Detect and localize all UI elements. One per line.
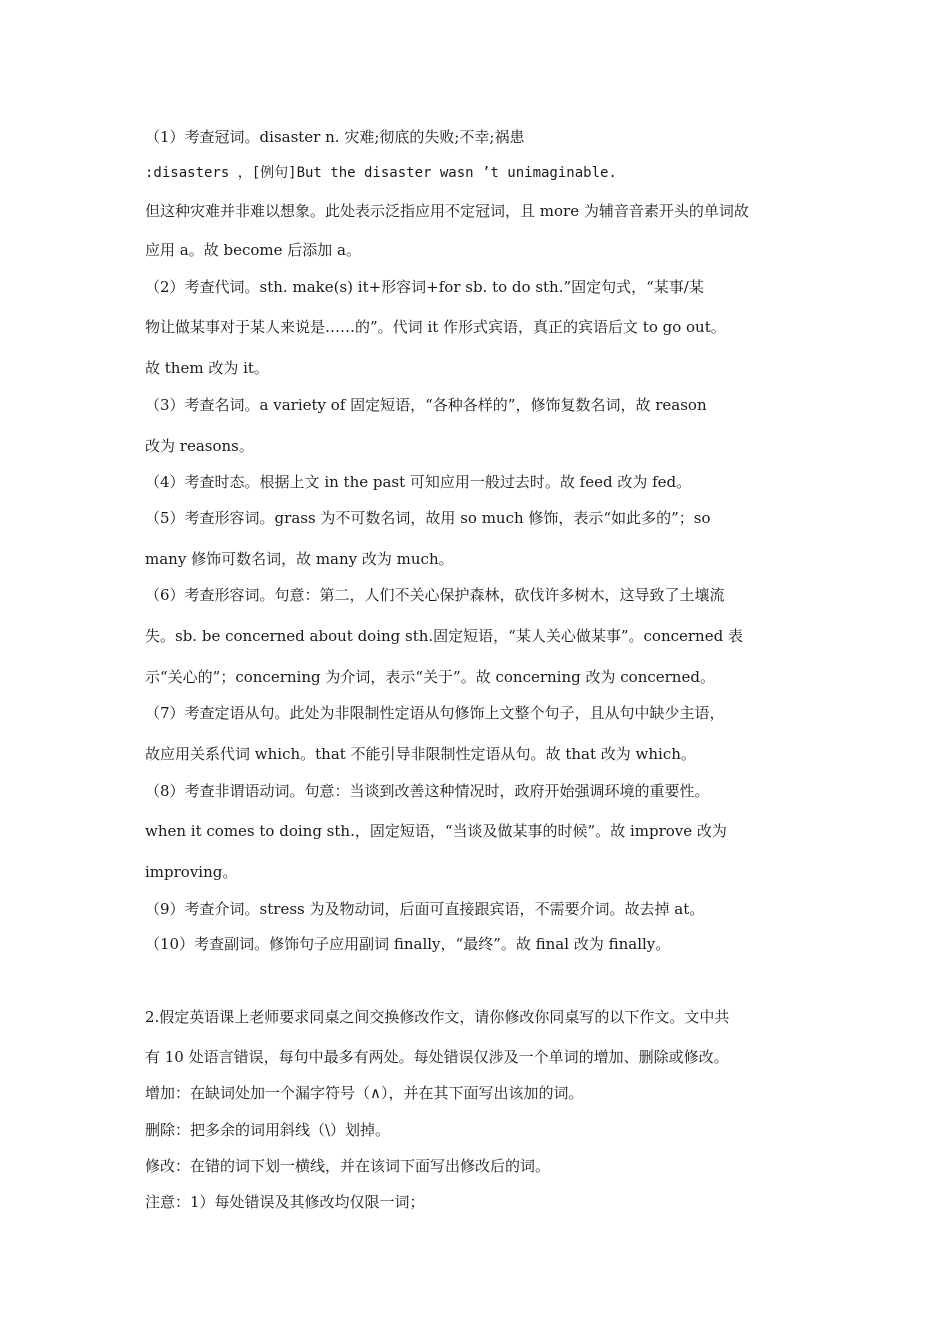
- question2-line-4: 删除：把多余的词用斜线（\）划掉。: [145, 1121, 391, 1139]
- answer-line-1: （1）考查冠词。disaster n. 灾难;彻底的失败;不幸;祸患: [145, 128, 525, 146]
- answer-line-18: （8）考查非谓语动词。句意：当谈到改善这种情况时，政府开始强调环境的重要性。: [145, 782, 710, 800]
- question2-line-2: 有 10 处语言错误，每句中最多有两处。每处错误仅涉及一个单词的增加、删除或修改。: [145, 1048, 729, 1066]
- answer-line-22: （10）考查副词。修饰句子应用副词 finally，“最终”。故 final 改为 finally。: [145, 935, 671, 953]
- question2-line-5: 修改：在错的词下划一横线，并在该词下面写出修改后的词。: [145, 1157, 551, 1175]
- answer-line-12: many 修饰可数名词，故 many 改为 much。: [145, 550, 454, 568]
- answer-line-16: （7）考查定语从句。此处为非限制性定语从句修饰上文整个句子，且从句中缺少主语，: [145, 704, 725, 722]
- question2-line-6: 注意：1）每处错误及其修改均仅限一词；: [145, 1193, 425, 1211]
- answer-line-7: 故 them 改为 it。: [145, 359, 269, 377]
- answer-line-21: （9）考查介词。stress 为及物动词，后面可直接跟宾语，不需要介词。故去掉 at。: [145, 900, 705, 918]
- answer-line-4: 应用 a。故 become 后添加 a。: [145, 241, 361, 259]
- answer-line-10: （4）考查时态。根据上文 in the past 可知应用一般过去时。故 feed 改为 fed。: [145, 473, 692, 491]
- answer-line-9: 改为 reasons。: [145, 437, 254, 455]
- answer-line-15: 示“关心的”；concerning 为介词，表示“关于”。故 concerning 改为 concerned。: [145, 668, 715, 686]
- answer-line-3: 但这种灾难并非难以想象。此处表示泛指应用不定冠词，且 more 为辅音音素开头的单词故: [145, 202, 749, 220]
- answer-line-17: 故应用关系代词 which。that 不能引导非限制性定语从句。故 that 改为 which。: [145, 745, 696, 763]
- answer-line-20: improving。: [145, 863, 238, 881]
- answer-line-6: 物让做某事对于某人来说是……的”。代词 it 作形式宾语，真正的宾语后文 to go out。: [145, 318, 726, 336]
- answer-line-2: :disasters ，[例句]But the disaster wasn ’t unimaginable.: [145, 165, 617, 181]
- answer-line-14: 失。sb. be concerned about doing sth.固定短语，“某人关心做某事”。concerned 表: [145, 627, 743, 645]
- answer-line-13: （6）考查形容词。句意：第二，人们不关心保护森林，砍伐许多树木，这导致了土壤流: [145, 586, 725, 604]
- answer-line-5: （2）考查代词。sth. make(s) it+形容词+for sb. to do sth.”固定句式，“某事/某: [145, 278, 704, 296]
- question2-line-1: 2.假定英语课上老师要求同桌之间交换修改作文，请你修改你同桌写的以下作文。文中共: [145, 1008, 730, 1026]
- answer-line-19: when it comes to doing sth.，固定短语，“当谈及做某事的时候”。故 improve 改为: [145, 822, 727, 840]
- answer-line-11: （5）考查形容词。grass 为不可数名词，故用 so much 修饰，表示“如此多的”；so: [145, 509, 711, 527]
- question2-line-3: 增加：在缺词处加一个漏字符号（∧），并在其下面写出该加的词。: [145, 1084, 584, 1102]
- answer-line-8: （3）考查名词。a variety of 固定短语，“各种各样的”，修饰复数名词，故 reason: [145, 396, 707, 414]
